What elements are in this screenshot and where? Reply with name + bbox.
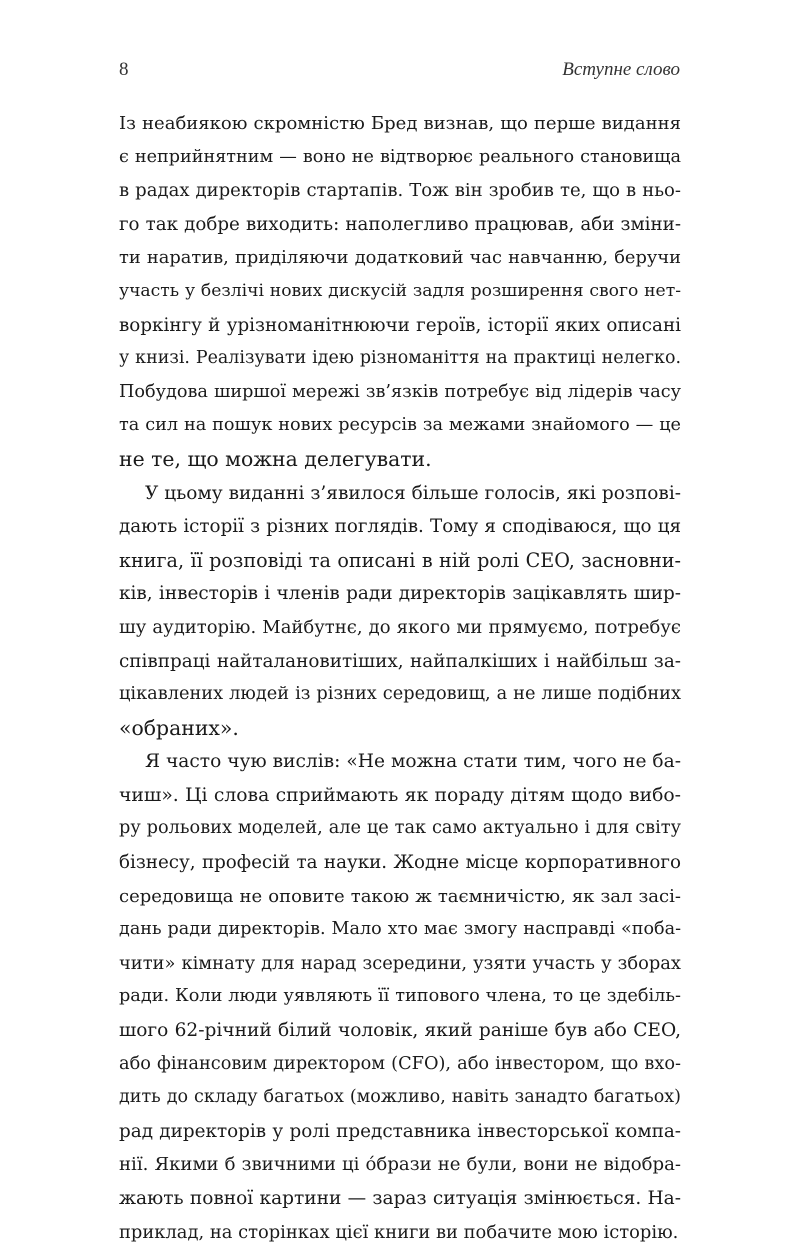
text-line: Я часто чую вислів: «Не можна стати тим, чого не ба- [145,751,681,773]
text-line: воркінгу й урізноманітнюючи героїв, історії яких описані [119,314,681,336]
text-line: співпраці найталановитіших, найпалкіших і найбільш за- [119,650,681,672]
text-line: дають історії з різних поглядів. Тому я сподіваюся, що ця [119,516,681,538]
paragraph [119,477,681,746]
text-line: шого 62-річний білий чоловік, який раніше був або CEO, [119,1020,681,1042]
text-line: рад директорів у ролі представника інвесторської компа- [119,1120,681,1142]
text-line: та сил на пошук нових ресурсів за межами знайомого — це [119,415,681,436]
text-line: ти наратив, приділяючи додатковий час навчанню, беручи [119,247,681,269]
text-line: цікавлених людей із різних середовищ, а не лише подібних [119,684,681,705]
text-line: ків, інвесторів і членів ради директорів зацікавлять шир- [119,583,681,605]
text-line: приклад, на сторінках цієї книги ви побачите мою історію. [119,1221,679,1243]
text-line: нії. Якими б звичними ці óбрази не були, вони не відобра- [119,1154,681,1176]
text-line: або фінансовим директором (CFO), або інвестором, що вхо- [119,1053,681,1074]
text-line: бізнесу, професій та науки. Жодне місце корпоративного [119,852,681,874]
text-line: У цьому виданні з’явилося більше голосів, які розпові- [145,482,681,504]
text-line: ради. Коли люди уявляють її типового члена, то це здебіль- [119,986,681,1007]
text-line: у книзі. Реалізувати ідею різноманіття на практиці нелегко. [119,348,681,369]
section-title: Вступне слово [562,59,680,80]
text-line: чити» кімнату для нарад зсередини, узяти участь у зборах [119,952,681,974]
text-line: шу аудиторію. Майбутнє, до якого ми прямуємо, потребує [119,616,681,638]
text-line: го так добре виходить: наполегливо працював, аби зміни- [119,213,681,235]
page-number: 8 [119,59,129,80]
text-line: жають повної картини — зараз ситуація змінюється. На- [119,1188,681,1209]
text-line: ру рольових моделей, але це так само актуально і для світу [119,818,681,839]
text-line: Побудова ширшої мережі зв’язків потребує від лідерів часу [119,381,681,402]
text-line: не те, що можна делегувати. [119,446,432,471]
body-text [119,107,681,1249]
text-line: «обраних». [119,715,239,740]
text-line: участь у безлічі нових дискусій задля розширення свого нет- [119,280,681,301]
text-line: чиш». Ці слова сприймають як пораду дітям щодо вибо- [119,784,681,806]
paragraph [119,745,681,1249]
text-line: Із неабиякою скромністю Бред визнав, що перше видання [119,113,681,134]
text-line: в радах директорів стартапів. Тож він зробив те, що в ньо- [119,180,681,202]
paragraph [119,107,681,477]
running-head [119,59,680,87]
text-line: є неприйнятним — воно не відтворює реального становища [119,146,681,167]
text-line: дить до складу багатьох (можливо, навіть занадто багатьох) [119,1087,681,1108]
text-line: середовища не оповите такою ж таємничістю, як зал засі- [119,885,681,907]
text-line: дань ради директорів. Мало хто має змогу насправді «поба- [119,919,681,940]
text-line: книга, її розповіді та описані в ній ролі CEO, засновни- [119,548,681,572]
